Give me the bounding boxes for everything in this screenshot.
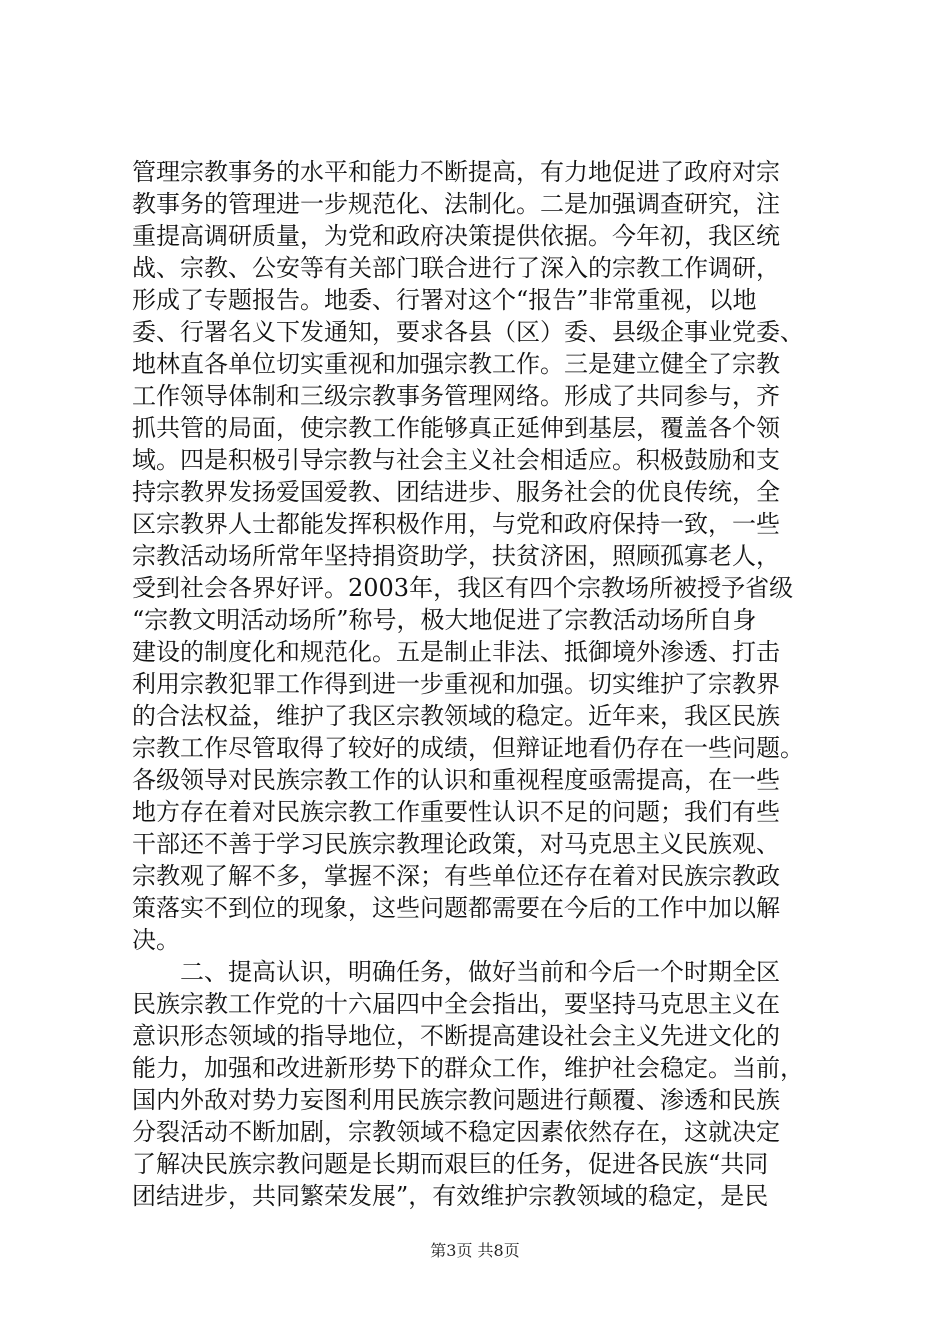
text-line: 建设的制度化和规范化。五是制止非法、抵御境外渗透、打击 [132, 638, 780, 666]
text-line: 受到社会各界好评。2003年，我区有四个宗教场所被授予省级 [132, 574, 794, 602]
text-line: 的合法权益，维护了我区宗教领域的稳定。近年来，我区民族 [132, 702, 780, 730]
text-line: 形成了专题报告。地委、行署对这个“报告”非常重视，以地 [132, 286, 757, 314]
text-line: 地方存在着对民族宗教工作重要性认识不足的问题；我们有些 [132, 798, 780, 826]
page-footer: 第3页 共8页 [430, 1241, 520, 1260]
text-line: 二、提高认识，明确任务，做好当前和今后一个时期全区 [132, 958, 780, 986]
text-line: 了解决民族宗教问题是长期而艰巨的任务，促进各民族“共同 [132, 1150, 769, 1178]
text-line: 宗教活动场所常年坚持捐资助学，扶贫济困，照顾孤寡老人， [132, 542, 780, 570]
text-line: 各级领导对民族宗教工作的认识和重视程度亟需提高，在一些 [132, 766, 780, 794]
text-line: 团结进步，共同繁荣发展”，有效维护宗教领域的稳定，是民 [132, 1182, 769, 1210]
text-line: 利用宗教犯罪工作得到进一步重视和加强。切实维护了宗教界 [132, 670, 780, 698]
text-line: 管理宗教事务的水平和能力不断提高，有力地促进了政府对宗 [132, 158, 780, 186]
text-line: 民族宗教工作党的十六届四中全会指出，要坚持马克思主义在 [132, 990, 780, 1018]
text-line: 区宗教界人士都能发挥积极作用，与党和政府保持一致，一些 [132, 510, 780, 538]
text-line: 能力，加强和改进新形势下的群众工作，维护社会稳定。当前， [132, 1054, 804, 1082]
text-line: 委、行署名义下发通知，要求各县（区）委、县级企事业党委、 [132, 318, 804, 346]
text-line: “宗教文明活动场所”称号，极大地促进了宗教活动场所自身 [132, 606, 757, 634]
text-line: 分裂活动不断加剧，宗教领域不稳定因素依然存在，这就决定 [132, 1118, 780, 1146]
text-line: 意识形态领域的指导地位，不断提高建设社会主义先进文化的 [132, 1022, 780, 1050]
text-line: 持宗教界发扬爱国爱教、团结进步、服务社会的优良传统，全 [132, 478, 780, 506]
text-line: 干部还不善于学习民族宗教理论政策，对马克思主义民族观、 [132, 830, 780, 858]
text-line: 战、宗教、公安等有关部门联合进行了深入的宗教工作调研， [132, 254, 780, 282]
text-line: 教事务的管理进一步规范化、法制化。二是加强调查研究，注 [132, 190, 780, 218]
text-line: 域。四是积极引导宗教与社会主义社会相适应。积极鼓励和支 [132, 446, 780, 474]
text-line: 重提高调研质量，为党和政府决策提供依据。今年初，我区统 [132, 222, 780, 250]
text-line: 策落实不到位的现象，这些问题都需要在今后的工作中加以解 [132, 894, 780, 922]
text-line: 工作领导体制和三级宗教事务管理网络。形成了共同参与，齐 [132, 382, 780, 410]
text-line: 国内外敌对势力妄图利用民族宗教问题进行颠覆、渗透和民族 [132, 1086, 780, 1114]
text-line: 宗教观了解不多，掌握不深；有些单位还存在着对民族宗教政 [132, 862, 780, 890]
body-text [132, 156, 832, 1212]
text-line: 抓共管的局面，使宗教工作能够真正延伸到基层，覆盖各个领 [132, 414, 780, 442]
text-line: 宗教工作尽管取得了较好的成绩，但辩证地看仍存在一些问题。 [132, 734, 804, 762]
text-line: 决。 [132, 926, 180, 954]
text-line: 地林直各单位切实重视和加强宗教工作。三是建立健全了宗教 [132, 350, 780, 378]
